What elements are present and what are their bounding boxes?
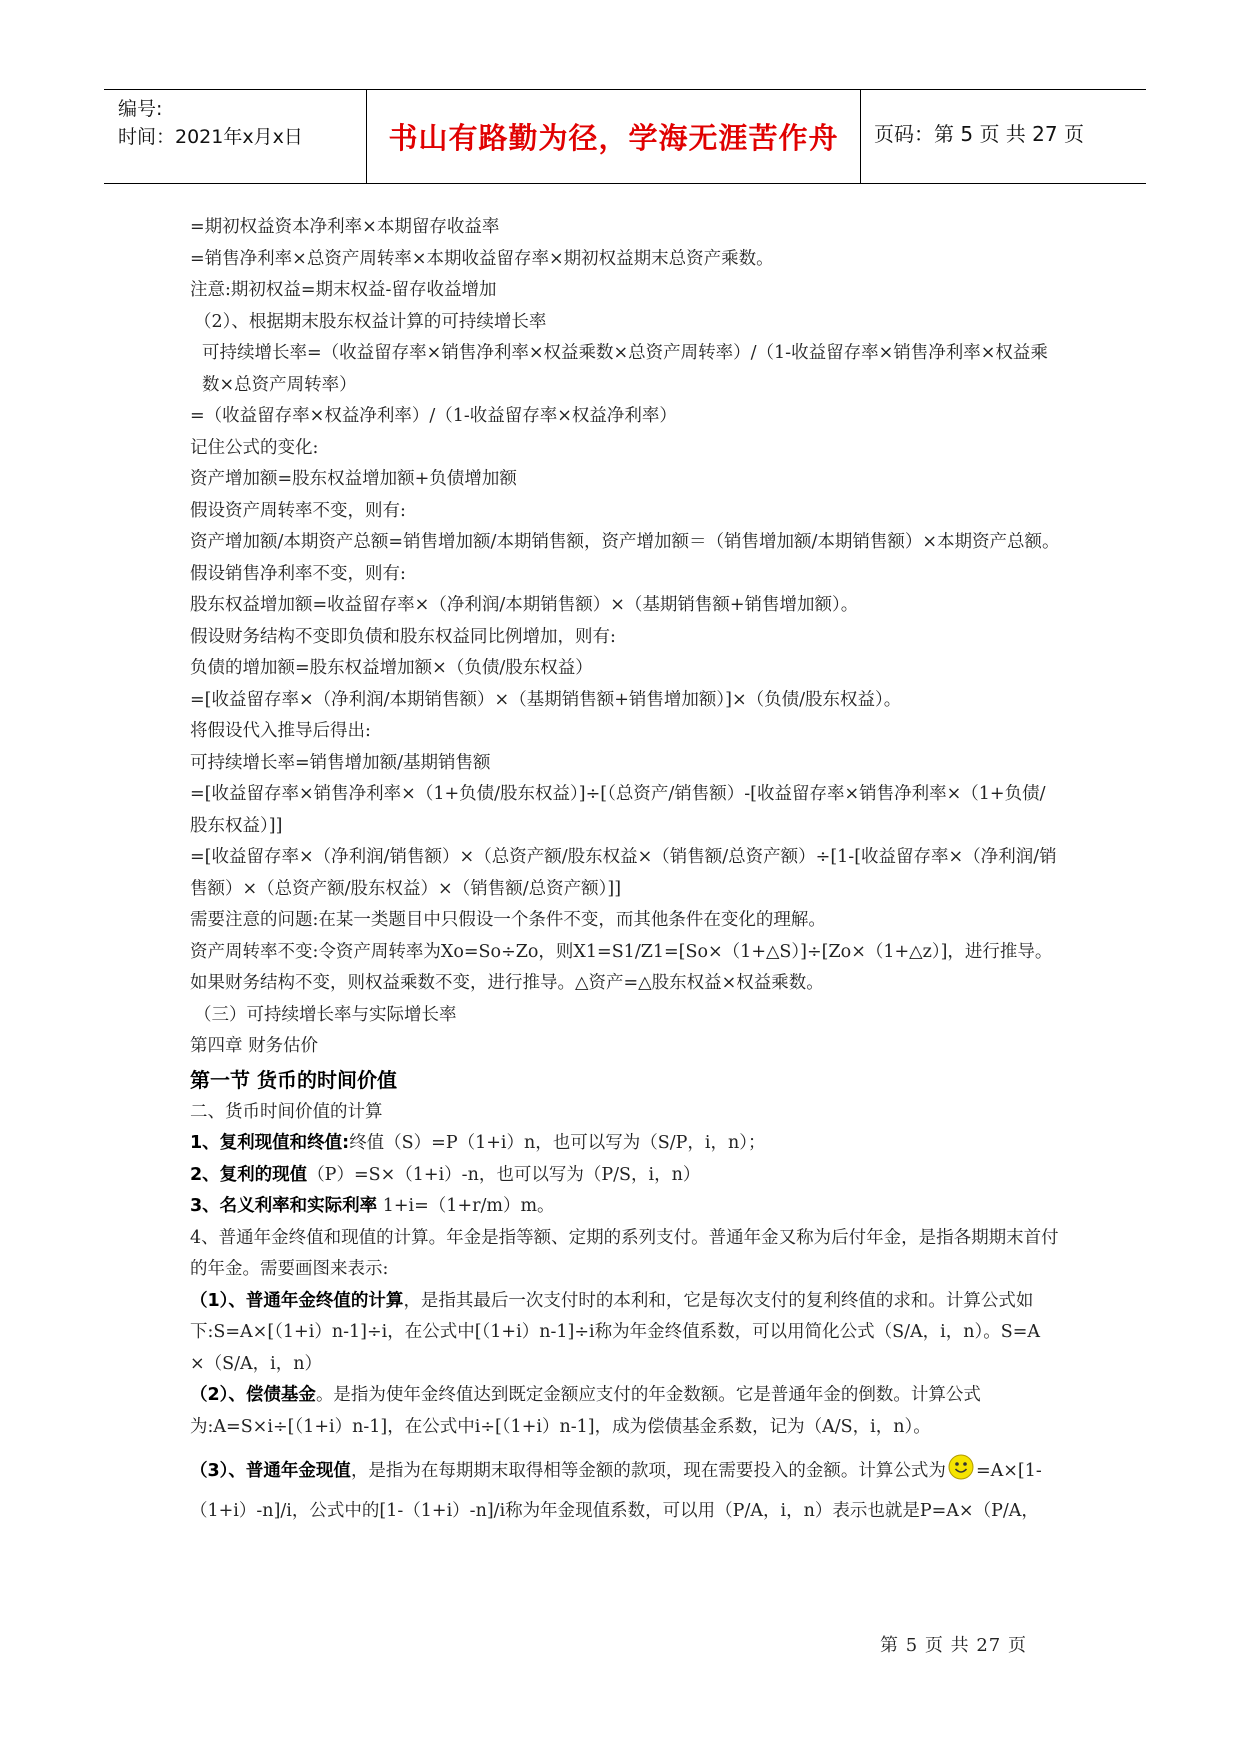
text-line: 如果财务结构不变，则权益乘数不变，进行推导。△资产=△股东权益×权益乘数。 [190,973,824,993]
text-line: （三）可持续增长率与实际增长率 [194,1004,457,1025]
text-line: 可持续增长率=销售增加额/基期销售额 [190,752,491,773]
text-line: 需要注意的问题:在某一类题目中只假设一个条件不变，而其他条件在变化的理解。 [190,910,826,930]
page-footer: 第 5 页 共 27 页 [880,1635,1027,1656]
header-divider [860,90,861,183]
text-line: 假设销售净利率不变，则有: [190,563,406,584]
text-line: 负债的增加额=股东权益增加额×（负债/股东权益） [190,658,593,678]
document-body [190,212,1060,1531]
text-line: 假设财务结构不变即负债和股东权益同比例增加，则有: [190,626,616,647]
section-title: 第一节 货币的时间价值 [190,1067,397,1092]
list-item [190,1160,1060,1192]
item-term: 1、复利现值和终值: [190,1133,350,1153]
text-paragraph: =[收益留存率×（净利润/销售额）×（总资产额/股东权益×（销售额/总资产额）÷[1-[收益留存率×（净利润/销售额）×（总资产额/股东权益）×（销售额/总资产额）]] [190,847,1057,899]
text-line: 将假设代入推导后得出: [190,721,371,741]
item-text: =A×[1-（1+i）-n]/i，公式中的[1-（1+i）-n]/i称为年金现值系数，可以用（P/A，i，n）表示也就是P=A×（P/A， [190,1461,1042,1521]
text-line: =销售净利率×总资产周转率×本期收益留存率×期初权益期末总资产乘数。 [190,248,774,269]
text-line: 资产周转率不变:令资产周转率为Xo=So÷Zo，则X1=S1/Z1=[So×（1+△S）]÷[Zo×（1+△z）]，进行推导。 [190,941,1053,962]
text-line: =[收益留存率×（净利润/本期销售额）×（基期销售额+销售增加额）]×（负债/股东权益）。 [190,689,902,710]
list-item [190,1191,1060,1223]
item-text: ，是指其最后一次支付时的本利和，它是每次支付的复利终值的求和。计算公式如下:S=A×[（1+i）n-1]÷i，在公式中[（1+i）n-1]÷i称为年金终值系数，可以用简化公式（S/A，i，n）。S=A ×（S/A，i，n） [190,1290,1041,1374]
item-term: 2、复利的现值 [190,1164,308,1185]
item-text: 终值（S）=P（1+i）n，也可以写为（S/P，i，n）； [349,1133,766,1153]
text-line: 股东权益增加额=收益留存率×（净利润/本期销售额）×（基期销售额+销售增加额）。 [190,595,859,615]
document-time-label: 时间：2021年x月x日 [118,126,303,148]
text-paragraph: =[收益留存率×销售净利率×（1+负债/股东权益）]÷[（总资产/销售额）-[收益留存率×销售净利率×（1+负债/股东权益）]] [190,784,1046,836]
chapter-heading: 第四章 财务估价 [190,1036,319,1056]
text-line: 记住公式的变化: [190,437,319,458]
list-item [190,1380,1060,1443]
item-text: （P）=S×（1+i）-n，也可以写为（P/S，i，n） [307,1164,701,1185]
subsection-heading: 二、货币时间价值的计算 [190,1101,383,1122]
page-header [104,89,1146,184]
smiley-face-icon [948,1454,974,1480]
header-motto: 书山有路勤为径，学海无涯苦作舟 [388,121,839,155]
text-line: （2）、根据期末股东权益计算的可持续增长率 [194,311,547,332]
text-paragraph: 可持续增长率=（收益留存率×销售净利率×权益乘数×总资产周转率）/（1-收益留存率×销售净利率×权益乘数×总资产周转率） [202,343,1048,395]
text-line: =期初权益资本净利率×本期留存收益率 [190,217,500,237]
text-line: 资产增加额=股东权益增加额+负债增加额 [190,469,517,489]
item-term: （3）、普通年金现值 [190,1461,351,1481]
text-line: 注意:期初权益=期末权益-留存收益增加 [190,280,497,300]
text-line: =（收益留存率×权益净利率）/（1-收益留存率×权益净利率） [190,406,677,426]
list-item [190,1128,1060,1160]
item-text: 1+i=（1+r/m）m。 [377,1196,555,1216]
item-term: （2）、偿债基金 [190,1385,316,1405]
document-number-label: 编号: [118,98,163,120]
list-item [190,1286,1060,1381]
list-item [190,1451,1060,1531]
item-term: 3、名义利率和实际利率 [190,1196,378,1216]
header-meta [104,90,366,183]
text-paragraph: 资产增加额/本期资产总额=销售增加额/本期销售额，资产增加额＝（销售增加额/本期销售额）×本期资产总额。 [190,532,1060,552]
item-term: （1）、普通年金终值的计算 [190,1290,404,1311]
item-text: ，是指为在每期期末取得相等金额的款项，现在需要投入的金额。计算公式为 [350,1461,946,1481]
text-line: 假设资产周转率不变，则有: [190,500,406,521]
list-item: 4、普通年金终值和现值的计算。年金是指等额、定期的系列支付。普通年金又称为后付年金，是指各期期末首付的年金。需要画图来表示: [190,1227,1059,1279]
header-page-number: 页码：第 5 页 共 27 页 [874,122,1084,146]
item-text: 。是指为使年金终值达到既定金额应支付的年金数额。它是普通年金的倒数。计算公式为:A=S×i÷[（1+i）n-1]，在公式中i÷[（1+i）n-1]，成为偿债基金系数，记为（A/S，i，n）。 [190,1385,981,1437]
